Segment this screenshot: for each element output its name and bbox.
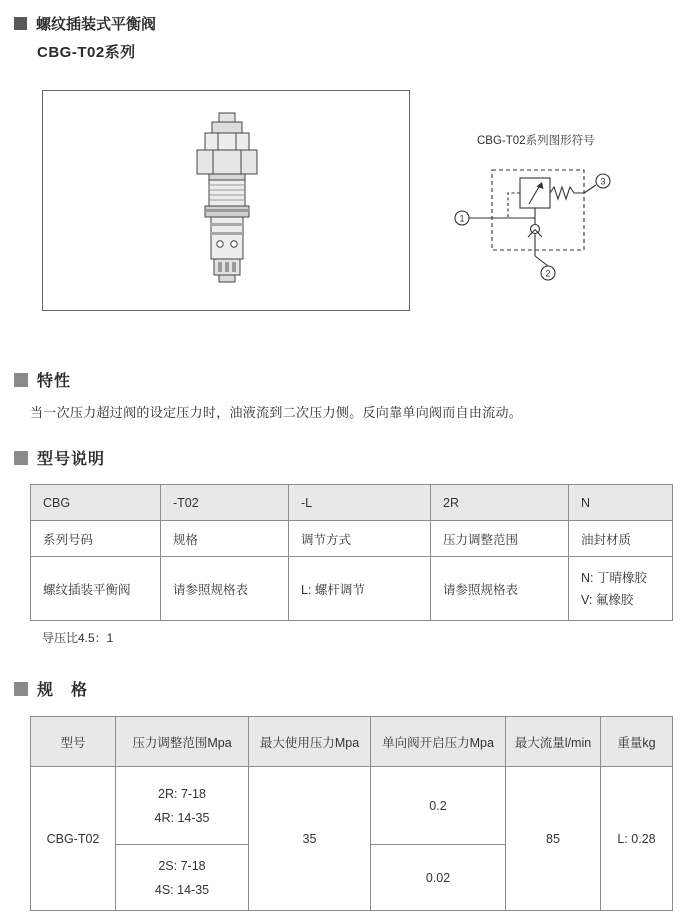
model-code-segment: 2R [431, 485, 569, 521]
features-heading: 特性 [37, 373, 72, 390]
model-heading: 型号说明 [37, 451, 106, 468]
table-cell: 压力调整范围 [431, 521, 569, 557]
section-bullet-icon [14, 373, 28, 387]
section-bullet-icon [14, 682, 28, 696]
column-header: 压力调整范围Mpa [116, 717, 249, 767]
column-header: 最大使用压力Mpa [249, 717, 371, 767]
spec-heading-row [14, 677, 88, 700]
table-cell: 请参照规格表 [161, 557, 289, 621]
weight-cell: L: 0.28 [601, 767, 673, 911]
check-open-pressure-cell: 0.2 [371, 767, 506, 845]
model-code-segment: CBG [31, 485, 161, 521]
symbol-label: CBG-T02系列图形符号 [477, 135, 595, 147]
pilot-ratio-note: 导压比4.5：1 [42, 631, 114, 645]
model-table-label-row [31, 521, 673, 557]
check-open-pressure-cell: 0.02 [371, 845, 506, 911]
port-3-label: 3 [600, 176, 606, 187]
pressure-range: 2S: 7-18 [158, 858, 206, 873]
section-bullet-icon [14, 451, 28, 465]
pressure-range: 4S: 14-35 [154, 882, 210, 897]
model-table-header-row [31, 485, 673, 521]
valve-figure-box [42, 90, 410, 311]
max-flow-cell: 85 [506, 767, 601, 911]
table-cell: 油封材质 [569, 521, 673, 557]
max-pressure-cell: 35 [249, 767, 371, 911]
model-cell: CBG-T02 [31, 767, 116, 911]
table-cell: 系列号码 [31, 521, 161, 557]
model-table-value-row [31, 557, 673, 621]
page-title: 螺纹插装式平衡阀 [36, 16, 157, 33]
spec-table [30, 716, 673, 911]
column-header: 单向阀开启压力Mpa [371, 717, 506, 767]
model-table [30, 484, 673, 621]
port-1-label: 1 [459, 213, 465, 224]
table-cell: 螺纹插装平衡阀 [31, 557, 161, 621]
column-header: 重量kg [601, 717, 673, 767]
model-heading-row [14, 446, 105, 469]
table-cell: 规格 [161, 521, 289, 557]
hydraulic-symbol [450, 158, 635, 298]
model-code-segment: -L [289, 485, 431, 521]
valve-drawing [167, 111, 287, 289]
pressure-range: 4R: 14-35 [154, 810, 210, 825]
seal-material-cell [569, 557, 673, 621]
spec-table-row [31, 767, 673, 845]
seal-option: V: 氟橡胶 [581, 592, 634, 607]
features-text: 当一次压力超过阀的设定压力时，油液流到二次压力侧。反向靠单向阀而自由流动。 [30, 405, 523, 420]
column-header: 型号 [31, 717, 116, 767]
seal-option: N: 丁晴橡胶 [581, 570, 647, 585]
table-cell: 调节方式 [289, 521, 431, 557]
column-header: 最大流量l/min [506, 717, 601, 767]
series-subtitle: CBG-T02系列 [37, 44, 136, 61]
page-title-row [14, 13, 156, 34]
spec-table-header-row [31, 717, 673, 767]
pressure-range-cell [116, 767, 249, 845]
table-cell: L: 螺杆调节 [289, 557, 431, 621]
model-code-segment: N [569, 485, 673, 521]
port-2-label: 2 [545, 268, 551, 279]
pressure-range-cell [116, 845, 249, 911]
title-bullet-icon [14, 17, 27, 30]
spec-heading: 规 格 [37, 682, 89, 699]
model-code-segment: -T02 [161, 485, 289, 521]
pressure-range: 2R: 7-18 [158, 786, 206, 801]
table-cell: 请参照规格表 [431, 557, 569, 621]
features-heading-row [14, 368, 71, 391]
